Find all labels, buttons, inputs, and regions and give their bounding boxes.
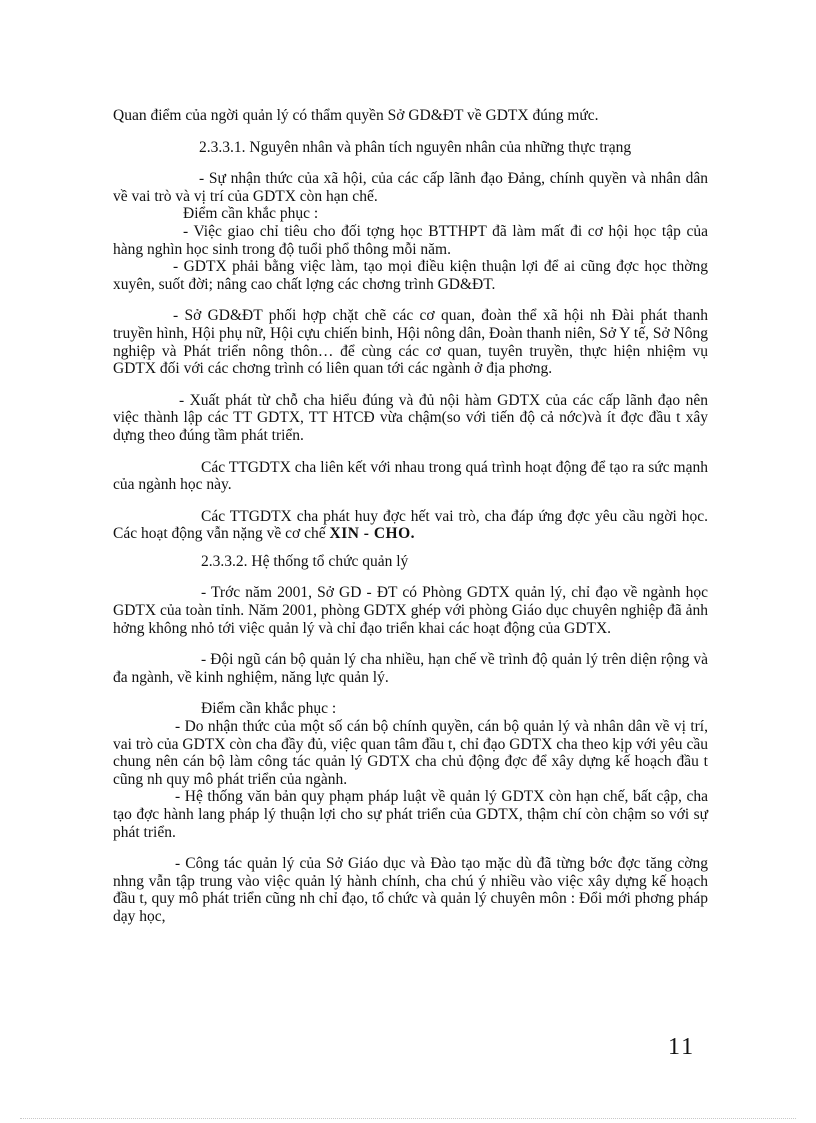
paragraph-do-nhan-thuc: - Do nhận thức của một số cán bộ chính quyền, cán bộ quản lý và nhân dân về vị trí, vai trò của GDTX còn cha đầy đủ, việc quan tâm đầu t, chỉ đạo GDTX cha theo kịp với yêu cầu chung nên cán bộ làm công tác quản lý GDTX cha chủ động đợc để xây dựng kế hoạch đầu t cũng nh quy mô phát triển của ngành.: [113, 718, 708, 788]
subheading-diem-can-khac-phuc-1: Điểm cần khắc phục :: [183, 205, 319, 223]
paragraph-giao-chi-tieu: - Việc giao chỉ tiêu cho đối tợng học BTTHPT đã làm mất đi cơ hội học tập của hàng nghìn học sinh trong độ tuổi phổ thông mỗi năm.: [113, 222, 708, 258]
paragraph-quan-diem: Quan điểm của ngời quản lý có thẩm quyền Sở GD&ĐT về GDTX đúng mức.: [113, 107, 599, 124]
bottom-divider: [20, 1118, 796, 1119]
paragraph-gdtx-viec-lam: - GDTX phải bằng việc làm, tạo mọi điều kiện thuận lợi để ai cũng đợc học thờng xuyên, suốt đời; nâng cao chất lợng các chơng trình GD&ĐT.: [113, 258, 708, 293]
paragraph-cong-tac-quan-ly: - Công tác quản lý của Sở Giáo dục và Đào tạo mặc dù đã từng bớc đợc tăng cờng nhng vẫn tập trung vào việc quản lý hành chính, cha chú ý nhiều vào việc xây dựng kế hoạch đầu t, quy mô phát triển cũng nh chỉ đạo, tổ chức và quản lý chuyên môn : Đổi mới phơng pháp dạy học,: [113, 855, 708, 925]
heading-2-3-3-2: 2.3.3.2. Hệ thống tổ chức quản lý: [201, 552, 409, 570]
paragraph-truoc-2001: - Trớc năm 2001, Sở GD - ĐT có Phòng GDTX quản lý, chỉ đạo về ngành học GDTX của toàn tỉnh. Năm 2001, phòng GDTX ghép với phòng Giáo dục chuyên nghiệp đã ảnh hởng không nhỏ tới việc quản lý và chỉ đạo triển khai các hoạt động của GDTX.: [113, 584, 708, 637]
paragraph-phat-huy-text: Các TTGDTX cha phát huy đợc hết vai trò, cha đáp ứng đợc yêu cầu ngời học. Các hoạt động vẫn nặng về cơ chế: [113, 507, 708, 543]
page-number: 11: [668, 1034, 696, 1060]
subheading-diem-can-khac-phuc-2: Điểm cần khắc phục :: [201, 700, 337, 718]
paragraph-doi-ngu: - Đội ngũ cán bộ quản lý cha nhiều, hạn chế về trình độ quản lý trên diện rộng và đa ngành, về kinh nghiệm, năng lực quản lý.: [113, 651, 708, 686]
xin-cho-emphasis: XIN - CHO.: [329, 525, 416, 543]
paragraph-lien-ket: Các TTGDTX cha liên kết với nhau trong quá trình hoạt động để tạo ra sức mạnh của ngành học này.: [113, 458, 708, 494]
paragraph-phat-huy: [113, 508, 708, 543]
document-body: [113, 107, 708, 926]
paragraph-phoi-hop: - Sở GD&ĐT phối hợp chặt chẽ các cơ quan, đoàn thể xã hội nh Đài phát thanh truyền hình, Hội phụ nữ, Hội cựu chiến binh, Hội nông dân, Đoàn thanh niên, Sở Y tế, Sở Nông nghiệp và Phát triển nông thôn… để cùng các cơ quan, tuyên truyền, thực hiện nhiệm vụ GDTX đối với các chơng trình có liên quan tới các ngành ở địa phơng.: [113, 307, 708, 378]
paragraph-he-thong-van-ban: - Hệ thống văn bản quy phạm pháp luật về quản lý GDTX còn hạn chế, bất cập, cha tạo đợc hành lang pháp lý thuận lợi cho sự phát triển của GDTX, thậm chí còn chậm so với sự phát triển.: [113, 788, 708, 841]
paragraph-nhan-thuc: - Sự nhận thức của xã hội, của các cấp lãnh đạo Đảng, chính quyền và nhân dân về vai trò và vị trí của GDTX còn hạn chế.: [113, 170, 708, 205]
heading-2-3-3-1: 2.3.3.1. Nguyên nhân và phân tích nguyên nhân của những thực trạng: [199, 138, 632, 156]
paragraph-xuat-phat: - Xuất phát từ chỗ cha hiểu đúng và đủ nội hàm GDTX của các cấp lãnh đạo nên việc thành lập các TT GDTX, TT HTCĐ vừa chậm(so với tiến độ cả nớc)và ít đợc đầu t xây dựng theo đúng tầm phát triển.: [113, 391, 708, 444]
